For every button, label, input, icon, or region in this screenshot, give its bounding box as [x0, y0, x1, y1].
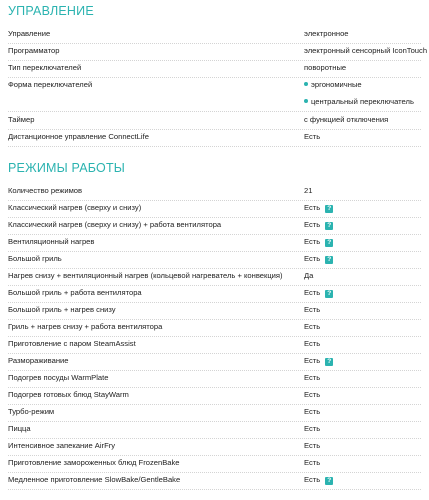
spec-value-text: Есть — [304, 288, 321, 297]
spec-value: Есть — [304, 339, 321, 348]
spec-label: Приготовление с паром SteamAssist — [8, 339, 136, 348]
spec-value: поворотные — [304, 63, 347, 72]
spec-value: Да — [304, 271, 314, 280]
spec-row — [8, 217, 421, 235]
spec-label: Приготовление замороженных блюд FrozenBake — [8, 458, 180, 467]
spec-row — [8, 200, 421, 218]
spec-value: Есть — [304, 132, 321, 141]
spec-value: Есть — [304, 441, 321, 450]
bullet-icon — [304, 99, 308, 103]
spec-row — [8, 26, 421, 44]
spec-label: Большой гриль + работа вентилятора — [8, 288, 142, 297]
spec-row — [8, 353, 421, 371]
spec-row — [8, 129, 421, 147]
spec-label: Классический нагрев (сверху и снизу) + работа вентилятора — [8, 220, 222, 229]
spec-value-text: Есть — [304, 254, 321, 263]
spec-value: с функцией отключения — [304, 115, 389, 124]
spec-label: Количество режимов — [8, 186, 83, 195]
spec-label: Тип переключателей — [8, 63, 82, 72]
spec-row — [8, 234, 421, 252]
spec-value — [304, 200, 333, 215]
spec-row — [8, 438, 421, 456]
spec-value: Есть — [304, 390, 321, 399]
spec-row — [8, 387, 421, 405]
spec-row — [8, 251, 421, 269]
spec-row — [8, 404, 421, 422]
spec-row — [8, 268, 421, 286]
spec-label: Программатор — [8, 46, 60, 55]
spec-label: Размораживание — [8, 356, 69, 365]
spec-value — [304, 251, 333, 266]
spec-label: Турбо-режим — [8, 407, 55, 416]
bullet-icon — [304, 82, 308, 86]
spec-label: Таймер — [8, 115, 35, 124]
spec-label: Медленное приготовление SlowBake/GentleBake — [8, 475, 181, 484]
help-icon[interactable]: ? — [325, 222, 333, 230]
section-title-modes: РЕЖИМЫ РАБОТЫ — [8, 161, 126, 175]
spec-value: электронный сенсорный IconTouch — [304, 46, 428, 55]
spec-row — [8, 319, 421, 337]
spec-row — [8, 43, 428, 61]
spec-label: Пицца — [8, 424, 31, 433]
spec-value-text: Есть — [304, 356, 321, 365]
spec-value-text: Есть — [304, 237, 321, 246]
spec-row — [8, 285, 421, 303]
help-icon[interactable]: ? — [325, 358, 333, 366]
spec-value — [304, 217, 333, 232]
spec-value — [304, 77, 362, 92]
spec-label: Вентиляционный нагрев — [8, 237, 95, 246]
spec-value: 21 — [304, 186, 313, 195]
spec-row — [8, 336, 421, 354]
help-icon[interactable]: ? — [325, 205, 333, 213]
spec-value: Есть — [304, 407, 321, 416]
spec-value-text: Есть — [304, 220, 321, 229]
spec-value: Есть — [304, 458, 321, 467]
spec-value — [304, 472, 333, 487]
spec-label: Управление — [8, 29, 51, 38]
spec-row — [8, 370, 421, 388]
spec-label: Форма переключателей — [8, 80, 93, 89]
spec-value: электронное — [304, 29, 349, 38]
spec-row — [8, 77, 421, 112]
spec-label: Классический нагрев (сверху и снизу) — [8, 203, 142, 212]
help-icon[interactable]: ? — [325, 256, 333, 264]
spec-row — [8, 455, 421, 473]
spec-label: Дистанционное управление ConnectLife — [8, 132, 149, 141]
spec-value: Есть — [304, 305, 321, 314]
spec-label: Большой гриль — [8, 254, 62, 263]
spec-row — [8, 60, 421, 78]
spec-value-item: центральный переключатель — [311, 97, 414, 106]
spec-label: Интенсивное запекание AirFry — [8, 441, 116, 450]
spec-value-item: эргономичные — [311, 80, 362, 89]
spec-value: Есть — [304, 424, 321, 433]
spec-value: Есть — [304, 373, 321, 382]
spec-value — [304, 353, 333, 368]
section-title-control: УПРАВЛЕНИЕ — [8, 4, 94, 18]
spec-row — [8, 302, 421, 320]
spec-value-text: Есть — [304, 475, 321, 484]
spec-value — [304, 94, 414, 109]
spec-value — [304, 285, 333, 300]
spec-value: Есть — [304, 322, 321, 331]
help-icon[interactable]: ? — [325, 290, 333, 298]
spec-label: Гриль + нагрев снизу + работа вентилятора — [8, 322, 163, 331]
spec-row — [8, 472, 421, 490]
spec-row — [8, 421, 421, 439]
spec-row — [8, 112, 421, 130]
spec-label: Большой гриль + нагрев снизу — [8, 305, 116, 314]
spec-value-text: Есть — [304, 203, 321, 212]
spec-label: Нагрев снизу + вентиляционный нагрев (кольцевой нагреватель + конвекция) — [8, 271, 283, 280]
spec-row — [8, 183, 421, 201]
help-icon[interactable]: ? — [325, 239, 333, 247]
spec-label: Подогрев посуды WarmPlate — [8, 373, 109, 382]
help-icon[interactable]: ? — [325, 477, 333, 485]
spec-label: Подогрев готовых блюд StayWarm — [8, 390, 129, 399]
spec-value — [304, 234, 333, 249]
